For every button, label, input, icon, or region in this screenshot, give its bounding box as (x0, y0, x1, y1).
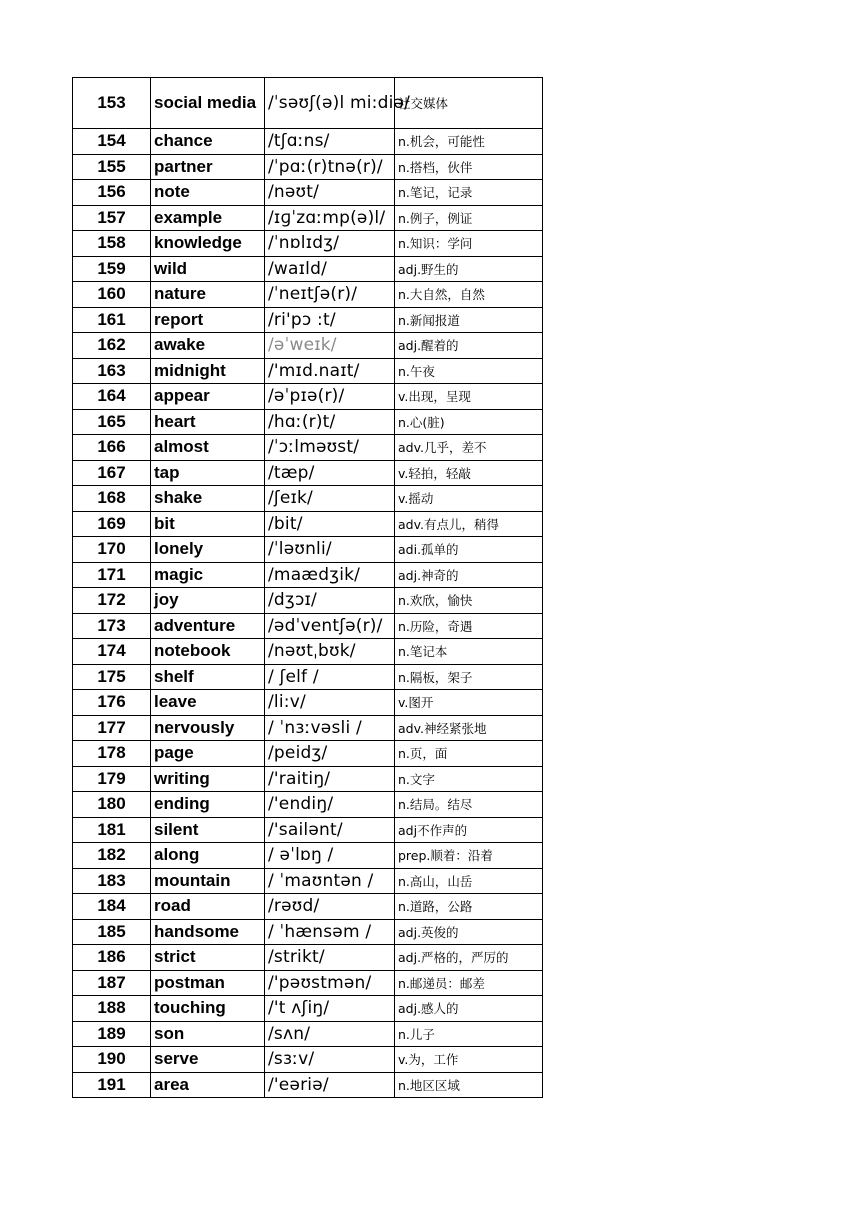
word-cell: knowledge (151, 231, 265, 257)
word-cell: handsome (151, 919, 265, 945)
table-row (73, 945, 543, 971)
definition-cell: v.摇动 (395, 486, 543, 512)
definition-cell: v.轻拍，轻敲 (395, 460, 543, 486)
phonetic-cell: /nəʊtˌbʊk/ (265, 639, 395, 665)
table-row (73, 307, 543, 333)
word-cell: example (151, 205, 265, 231)
row-number: 169 (73, 511, 151, 537)
phonetic-cell: /ˈsəʊʃ(ə)l mi:diə/ (265, 78, 395, 129)
table-row (73, 970, 543, 996)
word-cell: ending (151, 792, 265, 818)
definition-cell: adj不作声的 (395, 817, 543, 843)
table-row (73, 741, 543, 767)
row-number: 160 (73, 282, 151, 308)
table-row (73, 129, 543, 155)
word-cell: leave (151, 690, 265, 716)
definition-cell: v.出现，呈现 (395, 384, 543, 410)
word-cell: report (151, 307, 265, 333)
table-row (73, 231, 543, 257)
word-cell: shelf (151, 664, 265, 690)
row-number: 189 (73, 1021, 151, 1047)
definition-cell: 社交媒体 (395, 78, 543, 129)
word-cell: chance (151, 129, 265, 155)
word-cell: social media (151, 78, 265, 129)
table-row (73, 460, 543, 486)
row-number: 183 (73, 868, 151, 894)
table-row (73, 996, 543, 1022)
row-number: 176 (73, 690, 151, 716)
word-cell: road (151, 894, 265, 920)
word-cell: page (151, 741, 265, 767)
row-number: 167 (73, 460, 151, 486)
phonetic-cell: /dʒɔɪ/ (265, 588, 395, 614)
definition-cell: adj.野生的 (395, 256, 543, 282)
row-number: 155 (73, 154, 151, 180)
definition-cell: adj.严格的，严厉的 (395, 945, 543, 971)
word-cell: adventure (151, 613, 265, 639)
row-number: 174 (73, 639, 151, 665)
row-number: 177 (73, 715, 151, 741)
row-number: 180 (73, 792, 151, 818)
definition-cell: n.笔记本 (395, 639, 543, 665)
table-row (73, 817, 543, 843)
phonetic-cell: /ɪɡˈzɑːmp(ə)l/ (265, 205, 395, 231)
word-cell: partner (151, 154, 265, 180)
phonetic-cell: /nəʊt/ (265, 180, 395, 206)
word-cell: joy (151, 588, 265, 614)
table-row (73, 154, 543, 180)
definition-cell: n.结局。结尽 (395, 792, 543, 818)
definition-cell: n.心(脏) (395, 409, 543, 435)
table-row (73, 1047, 543, 1073)
phonetic-cell: /ˈɔːlməʊst/ (265, 435, 395, 461)
row-number: 178 (73, 741, 151, 767)
row-number: 156 (73, 180, 151, 206)
table-row (73, 639, 543, 665)
table-row (73, 511, 543, 537)
definition-cell: n.地区区域 (395, 1072, 543, 1098)
phonetic-cell: /'sailənt/ (265, 817, 395, 843)
row-number: 186 (73, 945, 151, 971)
phonetic-cell: / ˈnɜːvəsli / (265, 715, 395, 741)
word-cell: magic (151, 562, 265, 588)
word-cell: lonely (151, 537, 265, 563)
word-cell: nature (151, 282, 265, 308)
definition-cell: v.为，工作 (395, 1047, 543, 1073)
row-number: 182 (73, 843, 151, 869)
definition-cell: n.邮递员：邮差 (395, 970, 543, 996)
definition-cell: n.道路，公路 (395, 894, 543, 920)
table-row (73, 868, 543, 894)
row-number: 158 (73, 231, 151, 257)
phonetic-cell: /peidʒ/ (265, 741, 395, 767)
word-cell: wild (151, 256, 265, 282)
table-row (73, 78, 543, 129)
definition-cell: prep.顺着：沿着 (395, 843, 543, 869)
phonetic-cell: /ˈneɪtʃə(r)/ (265, 282, 395, 308)
word-cell: mountain (151, 868, 265, 894)
table-row (73, 384, 543, 410)
table-row (73, 282, 543, 308)
phonetic-cell: /'mɪd.naɪt/ (265, 358, 395, 384)
phonetic-cell: /rəʊd/ (265, 894, 395, 920)
table-row (73, 1072, 543, 1098)
definition-cell: n.例子，例证 (395, 205, 543, 231)
word-cell: silent (151, 817, 265, 843)
table-row (73, 588, 543, 614)
phonetic-cell: /'t ʌʃiŋ/ (265, 996, 395, 1022)
definition-cell: n.高山，山岳 (395, 868, 543, 894)
phonetic-cell: /'raitiŋ/ (265, 766, 395, 792)
phonetic-cell: /'pəʊstmən/ (265, 970, 395, 996)
definition-cell: n.大自然，自然 (395, 282, 543, 308)
row-number: 188 (73, 996, 151, 1022)
word-cell: awake (151, 333, 265, 359)
phonetic-cell: /strikt/ (265, 945, 395, 971)
phonetic-cell: /ˈləʊnli/ (265, 537, 395, 563)
table-row (73, 333, 543, 359)
phonetic-cell: /maædʒik/ (265, 562, 395, 588)
definition-cell: adj.感人的 (395, 996, 543, 1022)
definition-cell: n.页，面 (395, 741, 543, 767)
definition-cell: n.笔记，记录 (395, 180, 543, 206)
phonetic-cell: /ədˈventʃə(r)/ (265, 613, 395, 639)
row-number: 163 (73, 358, 151, 384)
phonetic-cell: /li:v/ (265, 690, 395, 716)
phonetic-cell: /'eəriə/ (265, 1072, 395, 1098)
phonetic-cell: /sʌn/ (265, 1021, 395, 1047)
row-number: 157 (73, 205, 151, 231)
row-number: 171 (73, 562, 151, 588)
definition-cell: n.机会，可能性 (395, 129, 543, 155)
row-number: 164 (73, 384, 151, 410)
table-row (73, 664, 543, 690)
definition-cell: adv.几乎，差不 (395, 435, 543, 461)
row-number: 185 (73, 919, 151, 945)
word-cell: appear (151, 384, 265, 410)
definition-cell: n.午夜 (395, 358, 543, 384)
table-row (73, 486, 543, 512)
word-cell: along (151, 843, 265, 869)
table-row (73, 894, 543, 920)
table-row (73, 715, 543, 741)
row-number: 175 (73, 664, 151, 690)
word-cell: writing (151, 766, 265, 792)
phonetic-cell: /tʃɑːns/ (265, 129, 395, 155)
phonetic-cell: /əˈweɪk/ (265, 333, 395, 359)
word-cell: touching (151, 996, 265, 1022)
definition-cell: adi.孤单的 (395, 537, 543, 563)
definition-cell: adj.英俊的 (395, 919, 543, 945)
row-number: 153 (73, 78, 151, 129)
word-cell: shake (151, 486, 265, 512)
phonetic-cell: /'endiŋ/ (265, 792, 395, 818)
word-cell: bit (151, 511, 265, 537)
phonetic-cell: /ri'pɔ :t/ (265, 307, 395, 333)
table-row (73, 690, 543, 716)
table-row (73, 180, 543, 206)
definition-cell: adv.神经紧张地 (395, 715, 543, 741)
table-row (73, 435, 543, 461)
row-number: 181 (73, 817, 151, 843)
phonetic-cell: /bit/ (265, 511, 395, 537)
row-number: 172 (73, 588, 151, 614)
word-cell: nervously (151, 715, 265, 741)
definition-cell: adv.有点儿，稍得 (395, 511, 543, 537)
table-row (73, 1021, 543, 1047)
phonetic-cell: /ʃeɪk/ (265, 486, 395, 512)
definition-cell: adj.醒着的 (395, 333, 543, 359)
word-cell: son (151, 1021, 265, 1047)
phonetic-cell: / ˈhænsəm / (265, 919, 395, 945)
phonetic-cell: /tæp/ (265, 460, 395, 486)
phonetic-cell: /waɪld/ (265, 256, 395, 282)
word-cell: tap (151, 460, 265, 486)
row-number: 161 (73, 307, 151, 333)
definition-cell: n.隔板，架子 (395, 664, 543, 690)
definition-cell: n.新闻报道 (395, 307, 543, 333)
phonetic-cell: / ʃelf / (265, 664, 395, 690)
word-cell: midnight (151, 358, 265, 384)
table-row (73, 562, 543, 588)
vocabulary-table-body (73, 78, 543, 1098)
row-number: 184 (73, 894, 151, 920)
table-row (73, 766, 543, 792)
row-number: 162 (73, 333, 151, 359)
row-number: 173 (73, 613, 151, 639)
definition-cell: n.儿子 (395, 1021, 543, 1047)
definition-cell: n.历险，奇遇 (395, 613, 543, 639)
word-cell: almost (151, 435, 265, 461)
table-row (73, 205, 543, 231)
row-number: 191 (73, 1072, 151, 1098)
table-row (73, 613, 543, 639)
definition-cell: n.知识：学问 (395, 231, 543, 257)
definition-cell: n.欢欣，愉快 (395, 588, 543, 614)
phonetic-cell: /hɑː(r)t/ (265, 409, 395, 435)
row-number: 187 (73, 970, 151, 996)
definition-cell: n.搭档，伙伴 (395, 154, 543, 180)
phonetic-cell: /ˈpɑː(r)tnə(r)/ (265, 154, 395, 180)
row-number: 168 (73, 486, 151, 512)
vocabulary-table (72, 77, 543, 1098)
table-row (73, 358, 543, 384)
table-row (73, 409, 543, 435)
phonetic-cell: / ˈmaʊntən / (265, 868, 395, 894)
table-row (73, 792, 543, 818)
table-row (73, 919, 543, 945)
phonetic-cell: /ˈnɒlɪdʒ/ (265, 231, 395, 257)
definition-cell: adj.神奇的 (395, 562, 543, 588)
row-number: 190 (73, 1047, 151, 1073)
row-number: 166 (73, 435, 151, 461)
word-cell: area (151, 1072, 265, 1098)
row-number: 165 (73, 409, 151, 435)
definition-cell: v.图开 (395, 690, 543, 716)
word-cell: heart (151, 409, 265, 435)
table-row (73, 537, 543, 563)
table-row (73, 843, 543, 869)
row-number: 154 (73, 129, 151, 155)
phonetic-cell: /sɜːv/ (265, 1047, 395, 1073)
row-number: 179 (73, 766, 151, 792)
word-cell: postman (151, 970, 265, 996)
table-row (73, 256, 543, 282)
definition-cell: n.文字 (395, 766, 543, 792)
phonetic-cell: /əˈpɪə(r)/ (265, 384, 395, 410)
word-cell: note (151, 180, 265, 206)
row-number: 159 (73, 256, 151, 282)
word-cell: notebook (151, 639, 265, 665)
row-number: 170 (73, 537, 151, 563)
phonetic-cell: / əˈlɒŋ / (265, 843, 395, 869)
word-cell: serve (151, 1047, 265, 1073)
word-cell: strict (151, 945, 265, 971)
